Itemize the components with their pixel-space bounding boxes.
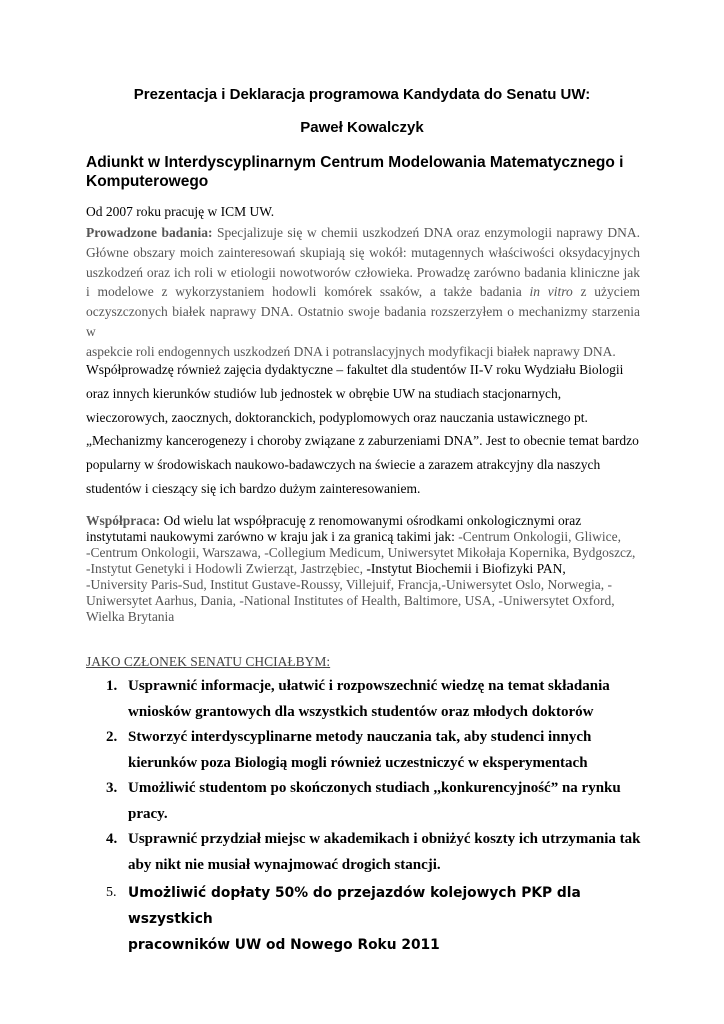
goal-line: kierunków poza Biologią mogli również uczestniczyć w eksperymentach	[128, 754, 588, 771]
goal-line: pracy.	[128, 805, 168, 822]
research-line-5: oczyszczonych białek naprawy DNA. Ostatnio swoje badania rozszerzyłem o mechanizmy starzenia w	[86, 304, 640, 339]
teaching-line-5: popularny w środowiskach naukowo-badawczych na świecie a zarazem atrakcyjny dla naszych	[86, 457, 601, 473]
research-line-3: uszkodzeń oraz ich roli w etiologii nowotworów człowieka. Prowadzę zarówno badania kliniczne jak	[86, 264, 640, 280]
cooperation-line-2: instytutami naukowymi zarówno w kraju jak i za granicą takimi jak: -Centrum Onkologii, Gliwice,	[86, 529, 622, 544]
position-line-1: Adiunkt w Interdyscyplinarnym Centrum Modelowania Matematycznego i	[86, 154, 624, 171]
teaching-line-1: Współprowadzę również zajęcia dydaktyczne – fakultet dla studentów II-V roku Wydziału Biologii	[86, 362, 624, 377]
goals-heading: JAKO CZŁONEK SENATU CHCIAŁBYM:	[86, 654, 331, 669]
candidate-name: Paweł Kowalczyk	[300, 119, 424, 136]
goal-line: Stworzyć interdyscyplinarne metody nauczania tak, aby studenci innych	[128, 729, 592, 745]
cooperation-line-1: Współpraca: Od wielu lat współpracuję z renomowanymi ośrodkami onkologicznymi oraz	[86, 513, 582, 528]
cooperation-line-3: -Centrum Onkologii, Warszawa, -Collegium Medicum, Uniwersytet Mikołaja Kopernika, Bydgoszcz,	[86, 545, 636, 560]
research-paragraph	[86, 223, 640, 362]
goal-item-5	[86, 880, 666, 958]
goal-number: 4.	[106, 831, 118, 847]
goal-item-4	[86, 827, 666, 878]
teaching-line-6: studentów i cieszący się ich bardzo dużym zainteresowaniem.	[86, 480, 421, 496]
goal-number: 2.	[106, 729, 118, 745]
research-line-1: Prowadzone badania: Specjalizuje się w chemii uszkodzeń DNA oraz enzymologii naprawy DNA.	[86, 225, 640, 240]
document-title: Prezentacja i Deklaracja programowa Kandydata do Senatu UW:	[133, 86, 591, 103]
cooperation-label: Współpraca:	[86, 513, 161, 528]
goal-line: aby nikt nie musiał wynajmować drogich stancji.	[128, 856, 441, 873]
position-line-2: Komputerowego	[86, 173, 209, 190]
goal-number: 5.	[106, 885, 117, 900]
goal-item-3	[86, 776, 666, 827]
goal-line: pracowników UW od Nowego Roku 2011	[128, 937, 440, 953]
research-label: Prowadzone badania:	[86, 225, 213, 240]
goal-item-2	[86, 725, 666, 776]
goal-number: 3.	[106, 780, 118, 796]
goal-item-1	[86, 674, 666, 725]
cooperation-line-6: Uniwersytet Aarhus, Dania, -National Institutes of Health, Baltimore, USA, -Uniwersytet Oxford,	[86, 593, 615, 608]
cooperation-paragraph	[86, 513, 640, 625]
research-line-4: i modelowe z wykorzystaniem hodowli komórek ssaków, a także badania in vitro z użyciem	[86, 284, 640, 300]
goal-line: Umożliwić dopłaty 50% do przejazdów kolejowych PKP dla wszystkich	[128, 885, 581, 927]
research-line-6: aspekcie roli endogennych uszkodzeń DNA i potranslacyjnych modyfikacji białek naprawy DNA.	[86, 343, 616, 359]
cooperation-line-7: Wielka Brytania	[86, 609, 175, 624]
goal-line: Usprawnić przydział miejsc w akademikach i obniżyć koszty ich utrzymania tak	[128, 831, 641, 847]
position-heading	[86, 153, 646, 191]
goal-line: Usprawnić informacje, ułatwić i rozpowszechnić wiedzę na temat składania	[128, 678, 610, 694]
goals-list	[86, 674, 666, 958]
goal-line: wniosków grantowych dla wszystkich studentów oraz młodych doktorów	[128, 703, 594, 720]
cooperation-line-5: -University Paris-Sud, Institut Gustave-Roussy, Villejuif, Francja,-Uniwersytet Oslo, Norwegia, -	[86, 577, 612, 592]
teaching-line-2: oraz innych kierunków studiów lub jednostek w obrębie UW na studiach stacjonarnych,	[86, 385, 562, 401]
research-line-2: Główne obszary moich zainteresowań skupiają się wokół: mutagennych właściwości oksydacyjnych	[86, 244, 640, 260]
intro-text: Od 2007 roku pracuję w ICM UW.	[86, 204, 275, 219]
goal-number: 1.	[106, 678, 118, 694]
goal-line: Umożliwić studentom po skończonych studiach ,,konkurencyjność” na rynku	[128, 780, 621, 796]
teaching-line-3: wieczorowych, zaocznych, doktoranckich, podyplomowych oraz nauczania ustawicznego pt.	[86, 409, 588, 425]
teaching-line-4: „Mechanizmy kancerogenezy i choroby związane z zaburzeniami DNA”. Jest to obecnie temat bardzo	[86, 433, 639, 449]
teaching-paragraph	[86, 358, 640, 501]
cooperation-line-4: -Instytut Genetyki i Hodowli Zwierząt, Jastrzębiec, -Instytut Biochemii i Biofizyki PAN,	[86, 561, 566, 576]
